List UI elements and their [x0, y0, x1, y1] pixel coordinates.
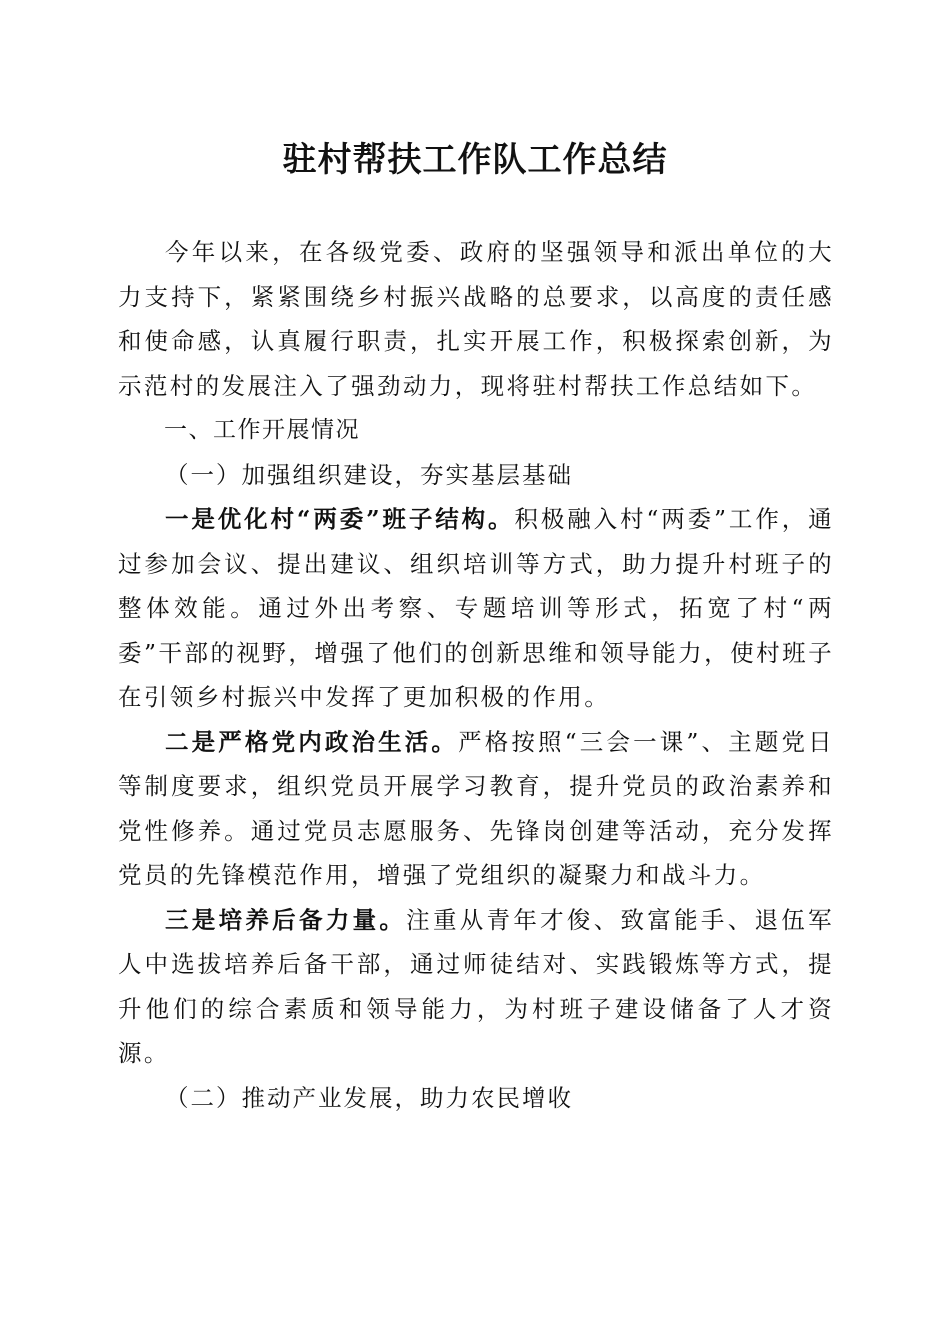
item-text-1: 积极融入村“两委”工作，通过参加会议、提出建议、组织培训等方式，助力提升村班子的整体效能。通过外出考察、专题培训等形式，拓宽了村“两委”干部的视野，增强了他们的创新思维和领导能力，使村班子在引领乡村振兴中发挥了更加积极的作用。	[118, 505, 834, 711]
document-body	[118, 230, 834, 1120]
item-text-3: 注重从青年才俊、致富能手、退伍军人中选拔培养后备干部，通过师徒结对、实践锻炼等方式，提升他们的综合素质和领导能力，为村班子建设储备了人才资源。	[118, 905, 834, 1067]
subsection-heading-1: （一）加强组织建设，夯实基层基础	[165, 460, 573, 489]
document-title: 驻村帮扶工作队工作总结	[282, 140, 668, 180]
item-text-2: 严格按照“三会一课”、主题党日等制度要求，组织党员开展学习教育，提升党员的政治素养和党性修养。通过党员志愿服务、先锋岗创建等活动，充分发挥党员的先锋模范作用，增强了党组织的凝聚力和战斗力。	[118, 727, 835, 889]
item-lead-2: 二是严格党内政治生活。	[165, 727, 459, 756]
item-paragraph-1	[118, 497, 834, 720]
item-lead-3: 三是培养后备力量。	[165, 905, 407, 934]
item-lead-1: 一是优化村“两委”班子结构。	[165, 505, 515, 533]
item-paragraph-2	[118, 720, 834, 898]
intro-paragraph: 今年以来，在各级党委、政府的坚强领导和派出单位的大力支持下，紧紧围绕乡村振兴战略的总要求，以高度的责任感和使命感，认真履行职责，扎实开展工作，积极探索创新，为示范村的发展注入了强劲动力，现将驻村帮扶工作总结如下。	[118, 238, 834, 400]
section-heading-1: 一、工作开展情况	[164, 417, 360, 443]
item-paragraph-3	[118, 898, 834, 1076]
subsection-heading-2: （二）推动产业发展，助力农民增收	[165, 1083, 573, 1112]
